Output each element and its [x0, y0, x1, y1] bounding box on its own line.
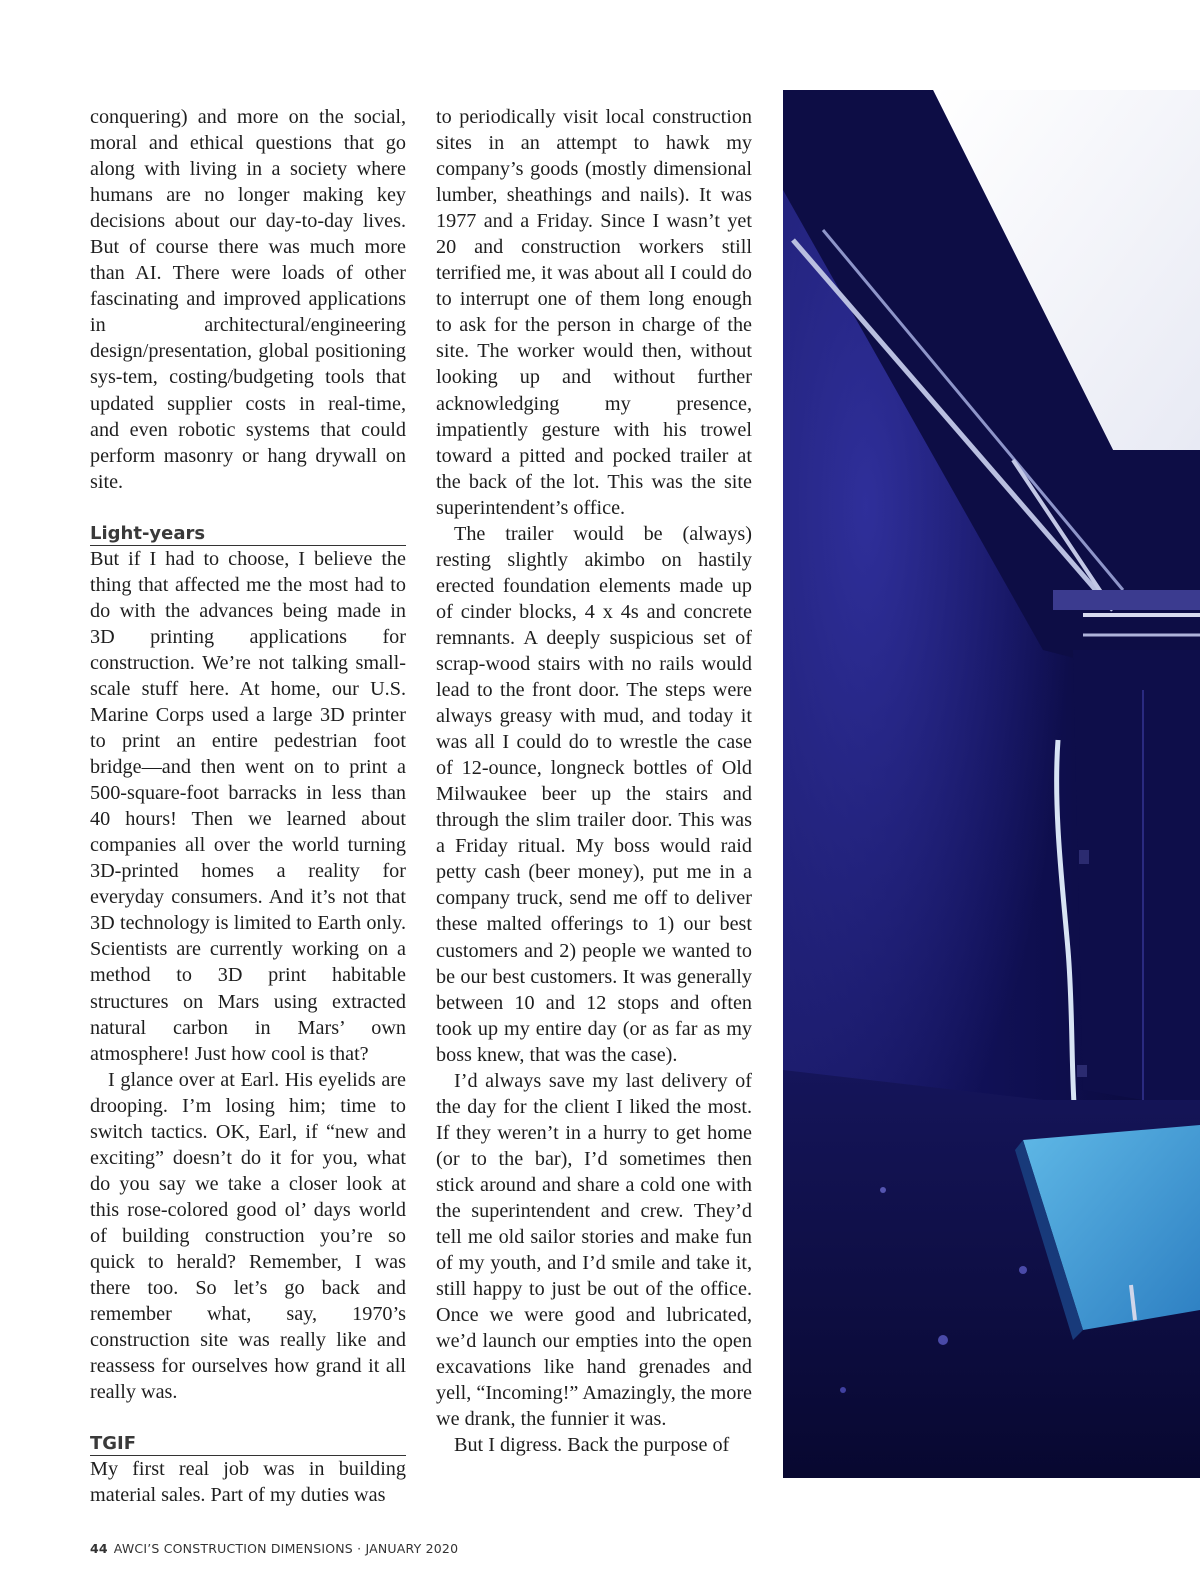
paragraph: But I digress. Back the purpose of	[454, 1434, 730, 1457]
page-number: 44	[90, 1541, 108, 1556]
paragraph: to periodically visit local construction sites in an attempt to hawk my company’s goods (mostly dimensional lumber, sheathings and nails). It was 1977 and a Friday. Since I wasn’t yet 20 and construction workers still terrified me, it was about all I could do to interrupt one of them long enough to ask for the person in charge of the site. The worker would then, without looking up and without further acknowledging my presence, impatiently gesture with his trowel toward a pitted and pocked trailer at the back of the lot. This was the site superintendent’s office.	[436, 106, 752, 519]
paragraph: The trailer would be (always) resting slightly akimbo on hastily erected foundation elements made up of cinder blocks, 4 x 4s and concrete remnants. A deeply suspicious set of scrap-wood stairs with no rails would lead to the front door. The steps were always greasy with mud, and today it was all I could do to wrestle the case of 12-ounce, longneck bottles of Old Milwaukee beer up the stairs and through the slim trailer door. This was a Friday ritual. My boss would raid petty cash (beer money), put me in a company truck, send me off to deliver these malted offerings to 1) our best customers and 2) people we wanted to be our best customers. It was generally between 10 and 12 stops and often took up my entire day (or as far as my boss knew, that was the case).	[436, 522, 752, 1066]
article-column-middle	[436, 104, 752, 1458]
photo-illustration	[783, 90, 1200, 1478]
section-heading-tgif: TGIF	[90, 1431, 406, 1456]
paragraph: I glance over at Earl. His eyelids are drooping. I’m losing him; time to switch tactics. OK, Earl, if “new and exciting” doesn’t do it for you, what do you say we take a closer look at this rose-colored good ol’ days world of building construction you’re so quick to herald? Remember, I was there too. So let’s go back and remember what, say, 1970’s construction site was really like and reassess for ourselves how grand it all really was.	[90, 1068, 406, 1404]
page-footer	[90, 1541, 458, 1556]
paragraph: My first real job was in building material sales. Part of my duties was	[90, 1458, 406, 1507]
article-column-left	[90, 104, 406, 1508]
paragraph: But if I had to choose, I believe the thing that affected me the most had to do with the advances being made in 3D printing applications for construction. We’re not talking small-scale stuff here. At home, our U.S. Marine Corps used a large 3D printer to print an entire pedestrian foot bridge—and then went on to print a 500-square-foot barracks in less than 40 hours! Then we learned about companies all over the world turning 3D-printed homes a reality for everyday consumers. And it’s not that 3D technology is limited to Earth only. Scientists are currently working on a method to 3D print habitable structures on Mars using extracted natural carbon in Mars’ own atmosphere! Just how cool is that?	[90, 547, 406, 1065]
section-heading-light-years: Light-years	[90, 521, 406, 546]
3d-printer-interior-photo	[783, 90, 1200, 1478]
paragraph: conquering) and more on the social, moral and ethical questions that go along with living in a society where humans are no longer making key decisions about our day-to-day lives. But of course there was much more than AI. There were loads of other fascinating and improved applications in architectural/engineering design/presentation, global positioning sys-tem, costing/budgeting tools that updated supplier costs in real-time, and even robotic systems that could perform masonry or hang drywall on site.	[90, 106, 406, 493]
paragraph: I’d always save my last delivery of the day for the client I liked the most. If they weren’t in a hurry to get home (or to the bar), I’d sometimes then stick around and share a cold one with the superintendent and crew. They’d tell me old sailor stories and make fun of my youth, and I’d smile and take it, still happy to just be out of the office. Once we were good and lubricated, we’d launch our empties into the open excavations like hand grenades and yell, “Incoming!” Amazingly, the more we drank, the funnier it was.	[436, 1069, 752, 1431]
publication-title: AWCI’S CONSTRUCTION DIMENSIONS · JANUARY 2020	[113, 1541, 459, 1556]
